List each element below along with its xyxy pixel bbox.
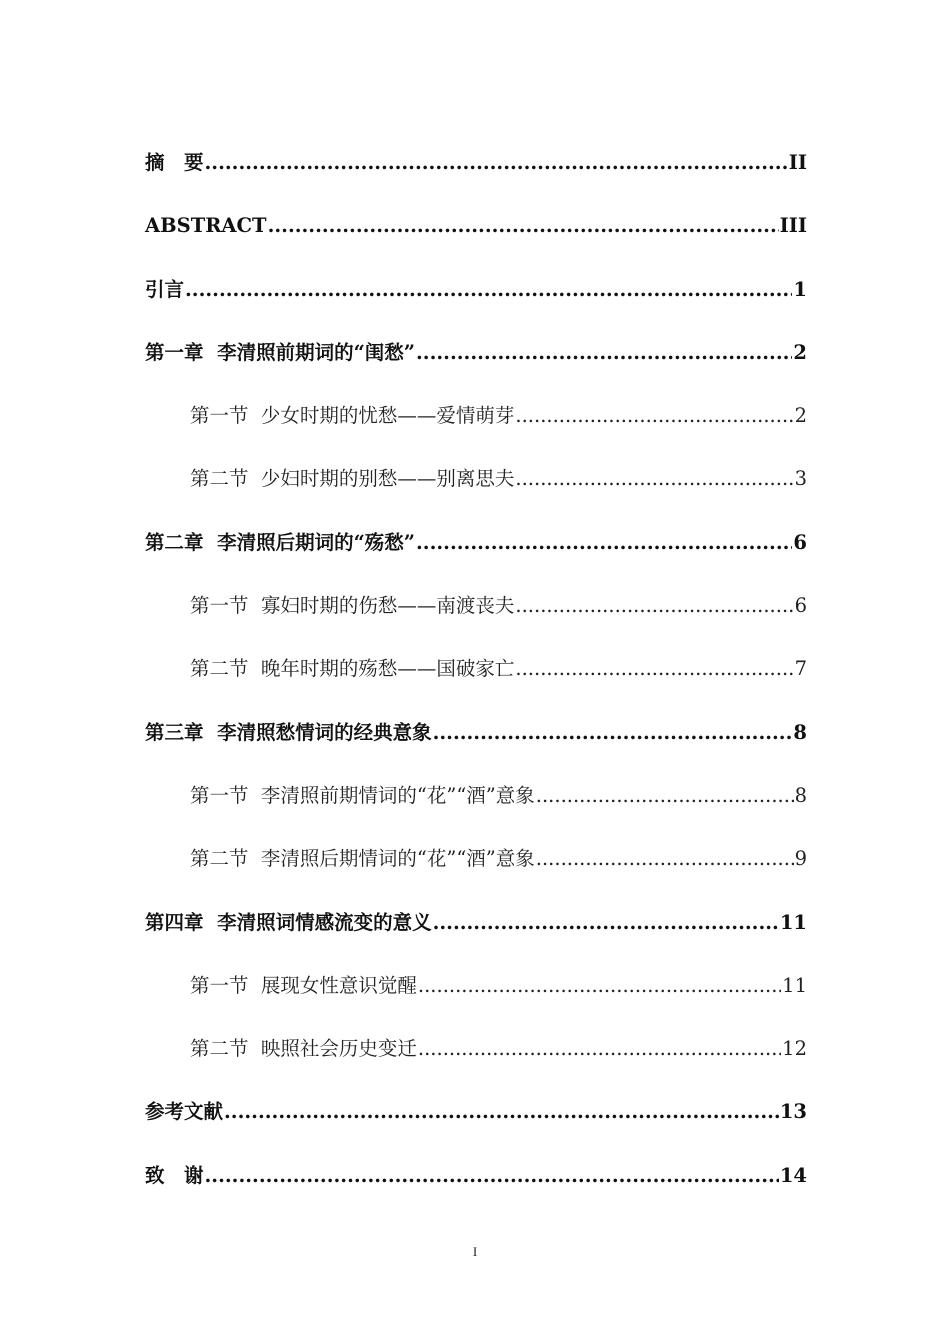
toc-entry-page: 3	[794, 467, 807, 491]
toc-entry-title: 第二节 少妇时期的别愁——别离思夫	[190, 467, 515, 491]
toc-entry-chapter-3-section-2[interactable]	[145, 840, 807, 903]
toc-entry-title: 第一节 少女时期的忧愁——爱情萌芽	[190, 404, 515, 428]
toc-entry-page: 12	[782, 1037, 807, 1061]
toc-entry-title: 第二章 李清照后期词的“殇愁”	[145, 530, 416, 554]
toc-entry-chapter-2-section-1[interactable]	[145, 587, 807, 650]
toc-entry-page: 6	[793, 530, 807, 554]
toc-entry-title: 第一节 寡妇时期的伤愁——南渡丧夫	[190, 594, 515, 618]
toc-entry-abstract-cn[interactable]	[145, 144, 807, 207]
toc-entry-title: 第二节 晚年时期的殇愁——国破家亡	[190, 657, 515, 681]
toc-entry-page: 8	[794, 783, 807, 807]
toc-entry-chapter-1-section-1[interactable]	[145, 397, 807, 460]
toc-entry-page: II	[788, 151, 807, 174]
toc-entry-title: ABSTRACT	[145, 214, 267, 238]
toc-dot-leader	[515, 587, 793, 625]
toc-entry-page: 14	[779, 1163, 807, 1187]
toc-entry-chapter-4[interactable]	[145, 904, 807, 967]
toc-entry-title: 第三章 李清照愁情词的经典意象	[145, 720, 432, 744]
toc-entry-title: 参考文献	[145, 1100, 224, 1124]
toc-entry-introduction[interactable]	[145, 271, 807, 334]
toc-entry-title: 第一章 李清照前期词的“闺愁”	[145, 340, 416, 364]
table-of-contents	[145, 144, 807, 1220]
toc-entry-page: 2	[794, 404, 807, 428]
toc-dot-leader	[433, 904, 779, 942]
page-number: I	[472, 1244, 478, 1259]
toc-entry-title: 引言	[145, 277, 185, 301]
toc-entry-title: 第二节 李清照后期情词的“花”“酒”意象	[190, 847, 535, 871]
toc-entry-chapter-2-section-2[interactable]	[145, 650, 807, 713]
toc-entry-chapter-3[interactable]	[145, 714, 807, 777]
toc-entry-references[interactable]	[145, 1093, 807, 1156]
toc-dot-leader	[536, 777, 794, 815]
toc-entry-title: 第四章 李清照词情感流变的意义	[145, 910, 432, 934]
toc-dot-leader	[515, 397, 793, 435]
toc-entry-title: 第一节 李清照前期情词的“花”“酒”意象	[190, 783, 535, 807]
toc-dot-leader	[433, 714, 793, 752]
toc-dot-leader	[536, 840, 794, 878]
toc-dot-leader	[224, 1093, 779, 1131]
toc-entry-chapter-2[interactable]	[145, 524, 807, 587]
toc-entry-page: 6	[794, 594, 807, 618]
toc-entry-page: III	[779, 214, 807, 238]
toc-dot-leader	[515, 460, 793, 498]
toc-dot-leader	[205, 1157, 779, 1195]
toc-entry-page: 7	[794, 657, 807, 681]
toc-entry-chapter-1-section-2[interactable]	[145, 460, 807, 523]
toc-dot-leader	[205, 144, 788, 182]
toc-entry-title: 第二节 映照社会历史变迁	[190, 1037, 417, 1061]
toc-entry-page: 9	[794, 847, 807, 871]
toc-dot-leader	[268, 207, 779, 245]
toc-entry-page: 11	[782, 973, 807, 997]
toc-entry-page: 2	[793, 340, 807, 364]
toc-entry-abstract-en[interactable]	[145, 207, 807, 270]
toc-entry-title: 摘 要	[145, 151, 204, 174]
toc-entry-chapter-4-section-2[interactable]	[145, 1030, 807, 1093]
toc-entry-title: 第一节 展现女性意识觉醒	[190, 973, 417, 997]
toc-entry-chapter-1[interactable]	[145, 334, 807, 397]
toc-dot-leader	[185, 271, 792, 309]
toc-entry-page: 8	[793, 720, 807, 744]
toc-entry-chapter-4-section-1[interactable]	[145, 967, 807, 1030]
toc-dot-leader	[515, 650, 793, 688]
toc-dot-leader	[418, 1030, 781, 1068]
toc-entry-title: 致 谢	[145, 1163, 204, 1187]
toc-entry-chapter-3-section-1[interactable]	[145, 777, 807, 840]
toc-entry-page: 13	[779, 1100, 807, 1124]
toc-dot-leader	[416, 524, 792, 562]
toc-entry-page: 1	[793, 277, 807, 301]
toc-dot-leader	[416, 334, 792, 372]
toc-dot-leader	[418, 967, 781, 1005]
toc-entry-page: 11	[779, 910, 807, 934]
toc-entry-acknowledgements[interactable]	[145, 1157, 807, 1220]
